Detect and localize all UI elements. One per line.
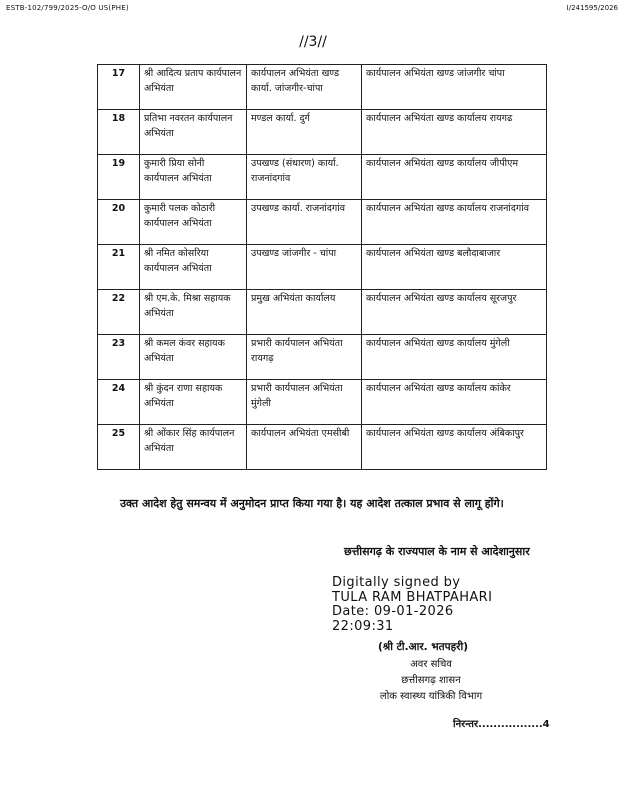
digital-signature: Digitally signed by TULA RAM BHATPAHARI Date: 09-01-2026 22:09:31 [332, 575, 493, 634]
officer-name-cell: श्री कमल कंवर सहायक अभियंता [140, 335, 247, 380]
signer-name: (श्री टी.आर. भतपहरी) [378, 641, 468, 653]
serial-number: 23 [98, 335, 140, 380]
officer-name-cell: श्री आदित्य प्रताप कार्यपालन अभियंता [140, 65, 247, 110]
officer-name-cell: श्री नमित कोसरिया कार्यपालन अभियंता [140, 245, 247, 290]
to-office-cell: कार्यपालन अभियंता खण्ड कार्यालय जीपीएम [362, 155, 547, 200]
officer-name-cell: श्री ओंकार सिंह कार्यपालन अभियंता [140, 425, 247, 470]
to-office-cell: कार्यपालन अभियंता खण्ड जांजगीर चांपा [362, 65, 547, 110]
to-office-cell: कार्यपालन अभियंता खण्ड कार्यालय राजनांदगांव [362, 200, 547, 245]
transfer-table [97, 64, 547, 470]
from-office-cell: कार्यपालन अभियंता एमसीबी [247, 425, 362, 470]
table-row [98, 110, 547, 155]
to-office-cell: कार्यपालन अभियंता खण्ड कार्यालय सूरजपुर [362, 290, 547, 335]
officer-name-cell: कुमारी प्रिया सोनी कार्यपालन अभियंता [140, 155, 247, 200]
to-office-cell: कार्यपालन अभियंता खण्ड बलौदाबाजार [362, 245, 547, 290]
file-reference: ESTB-102/799/2025-O/O US(PHE) [6, 4, 129, 12]
serial-number: 19 [98, 155, 140, 200]
from-office-cell: उपखण्ड (संधारण) कार्या. राजनांदगांव [247, 155, 362, 200]
from-office-cell: उपखण्ड कार्या. राजनांदगांव [247, 200, 362, 245]
page-marker: //3// [299, 34, 327, 50]
designation-line: छत्तीसगढ़ शासन [401, 675, 461, 686]
serial-number: 24 [98, 380, 140, 425]
to-office-cell: कार्यपालन अभियंता खण्ड कार्यालय कांकेर [362, 380, 547, 425]
to-office-cell: कार्यपालन अभियंता खण्ड कार्यालय मुंगेली [362, 335, 547, 380]
table-row [98, 155, 547, 200]
table-row [98, 290, 547, 335]
table-row [98, 200, 547, 245]
inward-number: I/241595/2026 [566, 4, 618, 12]
from-office-cell: कार्यपालन अभियंता खण्ड कार्या. जांजगीर-चांपा [247, 65, 362, 110]
designation-line: लोक स्वास्थ्य यांत्रिकी विभाग [379, 691, 483, 702]
table-row [98, 425, 547, 470]
from-office-cell: मण्डल कार्या. दुर्ग [247, 110, 362, 155]
from-office-cell: प्रमुख अभियंता कार्यालय [247, 290, 362, 335]
signer-designation [0, 657, 626, 705]
governor-order-line: छत्तीसगढ़ के राज्यपाल के नाम से आदेशानुसार [344, 545, 530, 558]
to-office-cell: कार्यपालन अभियंता खण्ड कार्यालय अंबिकापुर [362, 425, 547, 470]
table-row [98, 380, 547, 425]
continued-marker: निरन्तर.................4 [453, 719, 550, 730]
serial-number: 21 [98, 245, 140, 290]
approval-note: उक्त आदेश हेतु समन्वय में अनुमोदन प्राप्त किया गया है। यह आदेश तत्काल प्रभाव से लागू होंगे। [120, 497, 504, 510]
serial-number: 22 [98, 290, 140, 335]
officer-name-cell: श्री कुंदन राणा सहायक अभियंता [140, 380, 247, 425]
serial-number: 20 [98, 200, 140, 245]
from-office-cell: प्रभारी कार्यपालन अभियंता मुंगेली [247, 380, 362, 425]
serial-number: 18 [98, 110, 140, 155]
officer-name-cell: प्रतिभा नवरतन कार्यपालन अभियंता [140, 110, 247, 155]
to-office-cell: कार्यपालन अभियंता खण्ड कार्यालय रायगढ [362, 110, 547, 155]
from-office-cell: उपखण्ड जांजगीर - चांपा [247, 245, 362, 290]
serial-number: 17 [98, 65, 140, 110]
officer-name-cell: श्री एम.के. मिश्रा सहायक अभियंता [140, 290, 247, 335]
officer-name-cell: कुमारी पलक कोठारी कार्यपालन अभियंता [140, 200, 247, 245]
table-row [98, 245, 547, 290]
table-row [98, 335, 547, 380]
from-office-cell: प्रभारी कार्यपालन अभियंता रायगढ़ [247, 335, 362, 380]
table-row [98, 65, 547, 110]
designation-line: अवर सचिव [410, 659, 452, 670]
serial-number: 25 [98, 425, 140, 470]
